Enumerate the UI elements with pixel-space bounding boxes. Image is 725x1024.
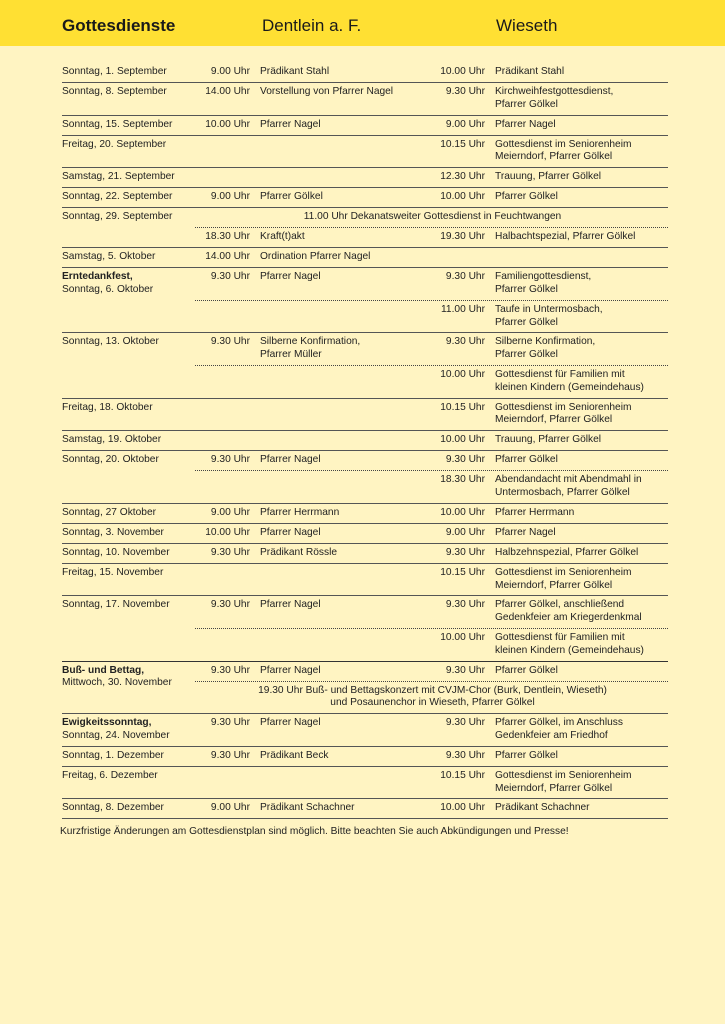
entry-note: 11.00 Uhr Dekanatsweiter Gottesdienst in Feuchtwangen [303,211,562,223]
entry-service-wieseth: Gottesdienst im Seniorenheim Meierndorf, Pfarrer Gölkel [495,138,632,163]
date-highlight: Ewigkeitssonntag, [62,717,152,729]
table-row-main [62,248,668,267]
entry-service-dentlein: Silberne Konfirmation, Pfarrer Müller [260,336,361,361]
entry-time-wieseth: 9.30 Uhr [445,664,485,676]
entry-service-wieseth: Silberne Konfirmation, Pfarrer Gölkel [495,336,596,361]
table-row [62,248,668,268]
subentry-service-wieseth: Gottesdienst für Familien mit kleinen Kindern (Gemeindehaus) [495,368,644,393]
entry-service-dentlein: Pfarrer Nagel [260,526,321,538]
entry-time-wieseth: 10.15 Uhr [440,401,485,413]
header-bar [0,0,725,46]
entry-time-wieseth: 9.30 Uhr [445,717,485,729]
subentry-time-dentlein: 18.30 Uhr [205,231,250,243]
subentry-note: 19.30 Uhr Buß- und Bettagskonzert mit CVJM-Chor (Burk, Dentlein, Wieseth) und Posaunenchor in Wieseth, Pfarrer Gölkel [258,684,607,709]
entry-service-wieseth: Pfarrer Herrmann [495,506,575,518]
entry-time-wieseth: 9.30 Uhr [445,749,485,761]
entry-time-dentlein: 9.00 Uhr [210,66,250,77]
table-row-main [62,544,668,563]
table-row [62,544,668,564]
entry-time-dentlein: 9.30 Uhr [210,336,250,348]
table-row-main [62,596,668,628]
table-subrow-group [62,681,668,714]
date-cell: Freitag, 6. Dezember [62,769,158,781]
date-cell: Ewigkeitssonntag, Sonntag, 24. November [62,717,170,741]
entry-time-wieseth: 9.30 Uhr [445,86,485,97]
entry-time-wieseth: 10.00 Uhr [440,191,485,203]
date-cell: Sonntag, 8. Dezember [62,802,164,814]
date-cell: Sonntag, 22. September [62,191,173,203]
entry-time-wieseth: 10.15 Uhr [440,138,485,150]
date-cell: Sonntag, 1. September [62,66,167,77]
table-row-main [62,564,668,596]
entry-time-wieseth: 9.30 Uhr [445,599,485,611]
table-row [62,168,668,188]
subentry-time-wieseth: 11.00 Uhr [441,303,485,315]
entry-service-dentlein: Prädikant Schachner [260,802,355,814]
entry-time-wieseth: 9.00 Uhr [445,526,485,538]
date-cell: Sonntag, 13. Oktober [62,336,159,348]
date-highlight: Buß- und Bettag, [62,664,145,676]
subentry-service-wieseth: Abendandacht mit Abendmahl in Untermosbach, Pfarrer Gölkel [495,474,642,498]
subentry-service-dentlein: Kraft(t)akt [260,231,305,243]
table-row [62,63,668,83]
table-subrow-group [62,628,668,661]
table-row [62,799,668,819]
table-row-main [62,799,668,818]
table-row [62,136,668,169]
subentry-service-wieseth: Taufe in Untermosbach, Pfarrer Gölkel [495,303,603,328]
table-row [62,747,668,767]
entry-service-wieseth: Gottesdienst im Seniorenheim Meierndorf, Pfarrer Gölkel [495,769,632,794]
table-row-main [62,63,668,82]
entry-service-wieseth: Kirchweihfestgottesdienst, Pfarrer Gölkel [495,86,614,110]
date-cell: Sonntag, 10. November [62,546,170,558]
table-subrow-group [62,365,668,398]
table-row-main [62,767,668,799]
entry-time-dentlein: 9.30 Uhr [210,546,250,558]
entry-time-dentlein: 9.00 Uhr [210,802,250,814]
entry-service-dentlein: Pfarrer Gölkel [260,191,323,203]
table-row [62,524,668,544]
entry-service-wieseth: Trauung, Pfarrer Gölkel [495,434,602,446]
table-row-main [62,188,668,207]
footnote: Kurzfristige Änderungen am Gottesdienstplan sind möglich. Bitte beachten Sie auch Abkündigungen und Presse! [60,826,569,837]
table-row-main [62,662,668,689]
entry-time-wieseth: 10.00 Uhr [440,66,485,77]
table-row [62,268,668,333]
subentry-time-wieseth: 10.00 Uhr [440,631,485,643]
subentry-time-wieseth: 10.00 Uhr [440,368,485,380]
schedule-table [62,63,668,819]
column-header-dentlein: Dentlein a. F. [262,16,362,35]
table-subrow-group [62,227,668,247]
entry-service-wieseth: Gottesdienst im Seniorenheim Meierndorf, Pfarrer Gölkel [495,401,632,426]
entry-service-dentlein: Pfarrer Nagel [260,664,321,676]
table-row [62,714,668,747]
entry-service-wieseth: Familiengottesdienst, Pfarrer Gölkel [495,271,592,295]
entry-service-dentlein: Prädikant Rössle [260,546,338,558]
entry-service-wieseth: Pfarrer Gölkel [495,454,558,466]
table-row [62,451,668,504]
entry-service-dentlein: Pfarrer Nagel [260,118,321,130]
entry-time-dentlein: 9.30 Uhr [210,749,250,761]
table-row [62,83,668,116]
entry-time-wieseth: 9.30 Uhr [445,271,485,283]
date-cell: Samstag, 19. Oktober [62,434,162,446]
date-cell: Sonntag, 15. September [62,118,173,130]
date-cell: Freitag, 18. Oktober [62,401,153,413]
table-subrow [195,300,668,333]
entry-time-wieseth: 9.30 Uhr [445,336,485,348]
entry-service-dentlein: Prädikant Stahl [260,66,330,77]
date-cell: Erntedankfest, Sonntag, 6. Oktober [62,271,154,295]
entry-service-wieseth: Pfarrer Gölkel [495,664,558,676]
date-cell: Freitag, 20. September [62,138,167,150]
date-highlight: Erntedankfest, [62,271,133,283]
entry-time-wieseth: 9.30 Uhr [445,454,485,466]
table-subrow [195,365,668,398]
subentry-service-wieseth: Gottesdienst für Familien mit kleinen Kindern (Gemeindehaus) [495,631,644,656]
entry-time-wieseth: 9.30 Uhr [445,546,485,558]
entry-service-dentlein: Prädikant Beck [260,749,329,761]
table-row [62,333,668,398]
subentry-service-wieseth: Halbachtspezial, Pfarrer Gölkel [495,231,636,243]
entry-service-wieseth: Pfarrer Gölkel, im Anschluss Gedenkfeier am Friedhof [495,717,623,741]
table-subrow [195,470,668,503]
entry-service-wieseth: Gottesdienst im Seniorenheim Meierndorf, Pfarrer Gölkel [495,566,632,591]
date-cell: Samstag, 5. Oktober [62,251,156,263]
entry-service-dentlein: Pfarrer Nagel [260,717,321,729]
entry-service-wieseth: Trauung, Pfarrer Gölkel [495,171,602,183]
table-row-main [62,83,668,115]
table-row [62,662,668,715]
table-row-main [62,399,668,431]
date-cell: Sonntag, 17. November [62,599,170,611]
table-row-main [62,524,668,543]
entry-service-wieseth: Pfarrer Gölkel, anschließend Gedenkfeier am Kriegerdenkmal [495,599,642,624]
table-row-main [62,268,668,300]
entry-time-wieseth: 10.00 Uhr [440,506,485,518]
entry-service-dentlein: Pfarrer Herrmann [260,506,340,518]
table-row [62,767,668,800]
table-row-main [62,208,668,227]
entry-service-dentlein: Pfarrer Nagel [260,454,321,466]
entry-time-dentlein: 9.30 Uhr [210,454,250,466]
entry-time-dentlein: 9.30 Uhr [210,717,250,729]
table-row-main [62,431,668,450]
date-cell: Sonntag, 20. Oktober [62,454,159,466]
subentry-time-wieseth: 18.30 Uhr [440,474,485,486]
entry-time-dentlein: 9.00 Uhr [210,191,250,203]
table-row [62,188,668,208]
entry-service-dentlein: Pfarrer Nagel [260,599,321,611]
entry-time-dentlein: 9.30 Uhr [210,664,250,676]
table-row-main [62,504,668,523]
entry-time-wieseth: 10.15 Uhr [440,769,485,781]
table-row [62,596,668,661]
table-row [62,116,668,136]
table-subrow [195,628,668,661]
entry-service-wieseth: Pfarrer Gölkel [495,191,558,203]
entry-time-wieseth: 10.00 Uhr [440,434,485,446]
entry-time-dentlein: 9.30 Uhr [210,271,250,283]
table-row [62,208,668,248]
table-subrow [195,681,668,714]
entry-time-wieseth: 9.00 Uhr [445,118,485,130]
page-title: Gottesdienste [62,16,176,35]
entry-service-wieseth: Prädikant Schachner [495,802,590,814]
table-row-main [62,747,668,766]
table-row-main [62,168,668,187]
entry-time-dentlein: 14.00 Uhr [205,251,250,263]
entry-service-wieseth: Pfarrer Nagel [495,526,556,538]
entry-service-dentlein: Ordination Pfarrer Nagel [260,251,371,263]
table-subrow-group [62,470,668,503]
column-header-wieseth: Wieseth [496,16,558,35]
entry-time-wieseth: 10.00 Uhr [440,802,485,814]
table-row-main [62,116,668,135]
subentry-time-wieseth: 19.30 Uhr [440,231,485,243]
entry-service-wieseth: Pfarrer Nagel [495,118,556,130]
date-cell: Sonntag, 8. September [62,86,167,97]
table-row-main [62,714,668,746]
date-cell: Freitag, 15. November [62,566,164,578]
table-row [62,564,668,597]
table-row [62,504,668,524]
date-cell: Buß- und Bettag, Mittwoch, 30. November [62,664,172,689]
entry-service-wieseth: Pfarrer Gölkel [495,749,558,761]
entry-service-wieseth: Prädikant Stahl [495,66,565,77]
entry-time-dentlein: 10.00 Uhr [205,118,250,130]
date-cell: Sonntag, 29. September [62,211,173,223]
date-cell: Samstag, 21. September [62,171,175,183]
table-subrow [195,227,668,247]
table-row-main [62,333,668,365]
entry-time-dentlein: 10.00 Uhr [205,526,250,538]
table-row-main [62,451,668,470]
entry-time-dentlein: 14.00 Uhr [205,86,250,97]
entry-time-wieseth: 10.15 Uhr [440,566,485,578]
table-subrow-group [62,300,668,333]
entry-service-dentlein: Vorstellung von Pfarrer Nagel [260,86,394,97]
table-row [62,431,668,451]
entry-time-wieseth: 12.30 Uhr [440,171,485,183]
table-row [62,399,668,432]
entry-time-dentlein: 9.30 Uhr [210,599,250,611]
entry-time-dentlein: 9.00 Uhr [210,506,250,518]
table-row-main [62,136,668,168]
entry-service-dentlein: Pfarrer Nagel [260,271,321,283]
entry-service-wieseth: Halbzehnspezial, Pfarrer Gölkel [495,546,639,558]
date-cell: Sonntag, 27 Oktober [62,506,157,518]
date-cell: Sonntag, 3. November [62,526,164,538]
date-cell: Sonntag, 1. Dezember [62,749,164,761]
